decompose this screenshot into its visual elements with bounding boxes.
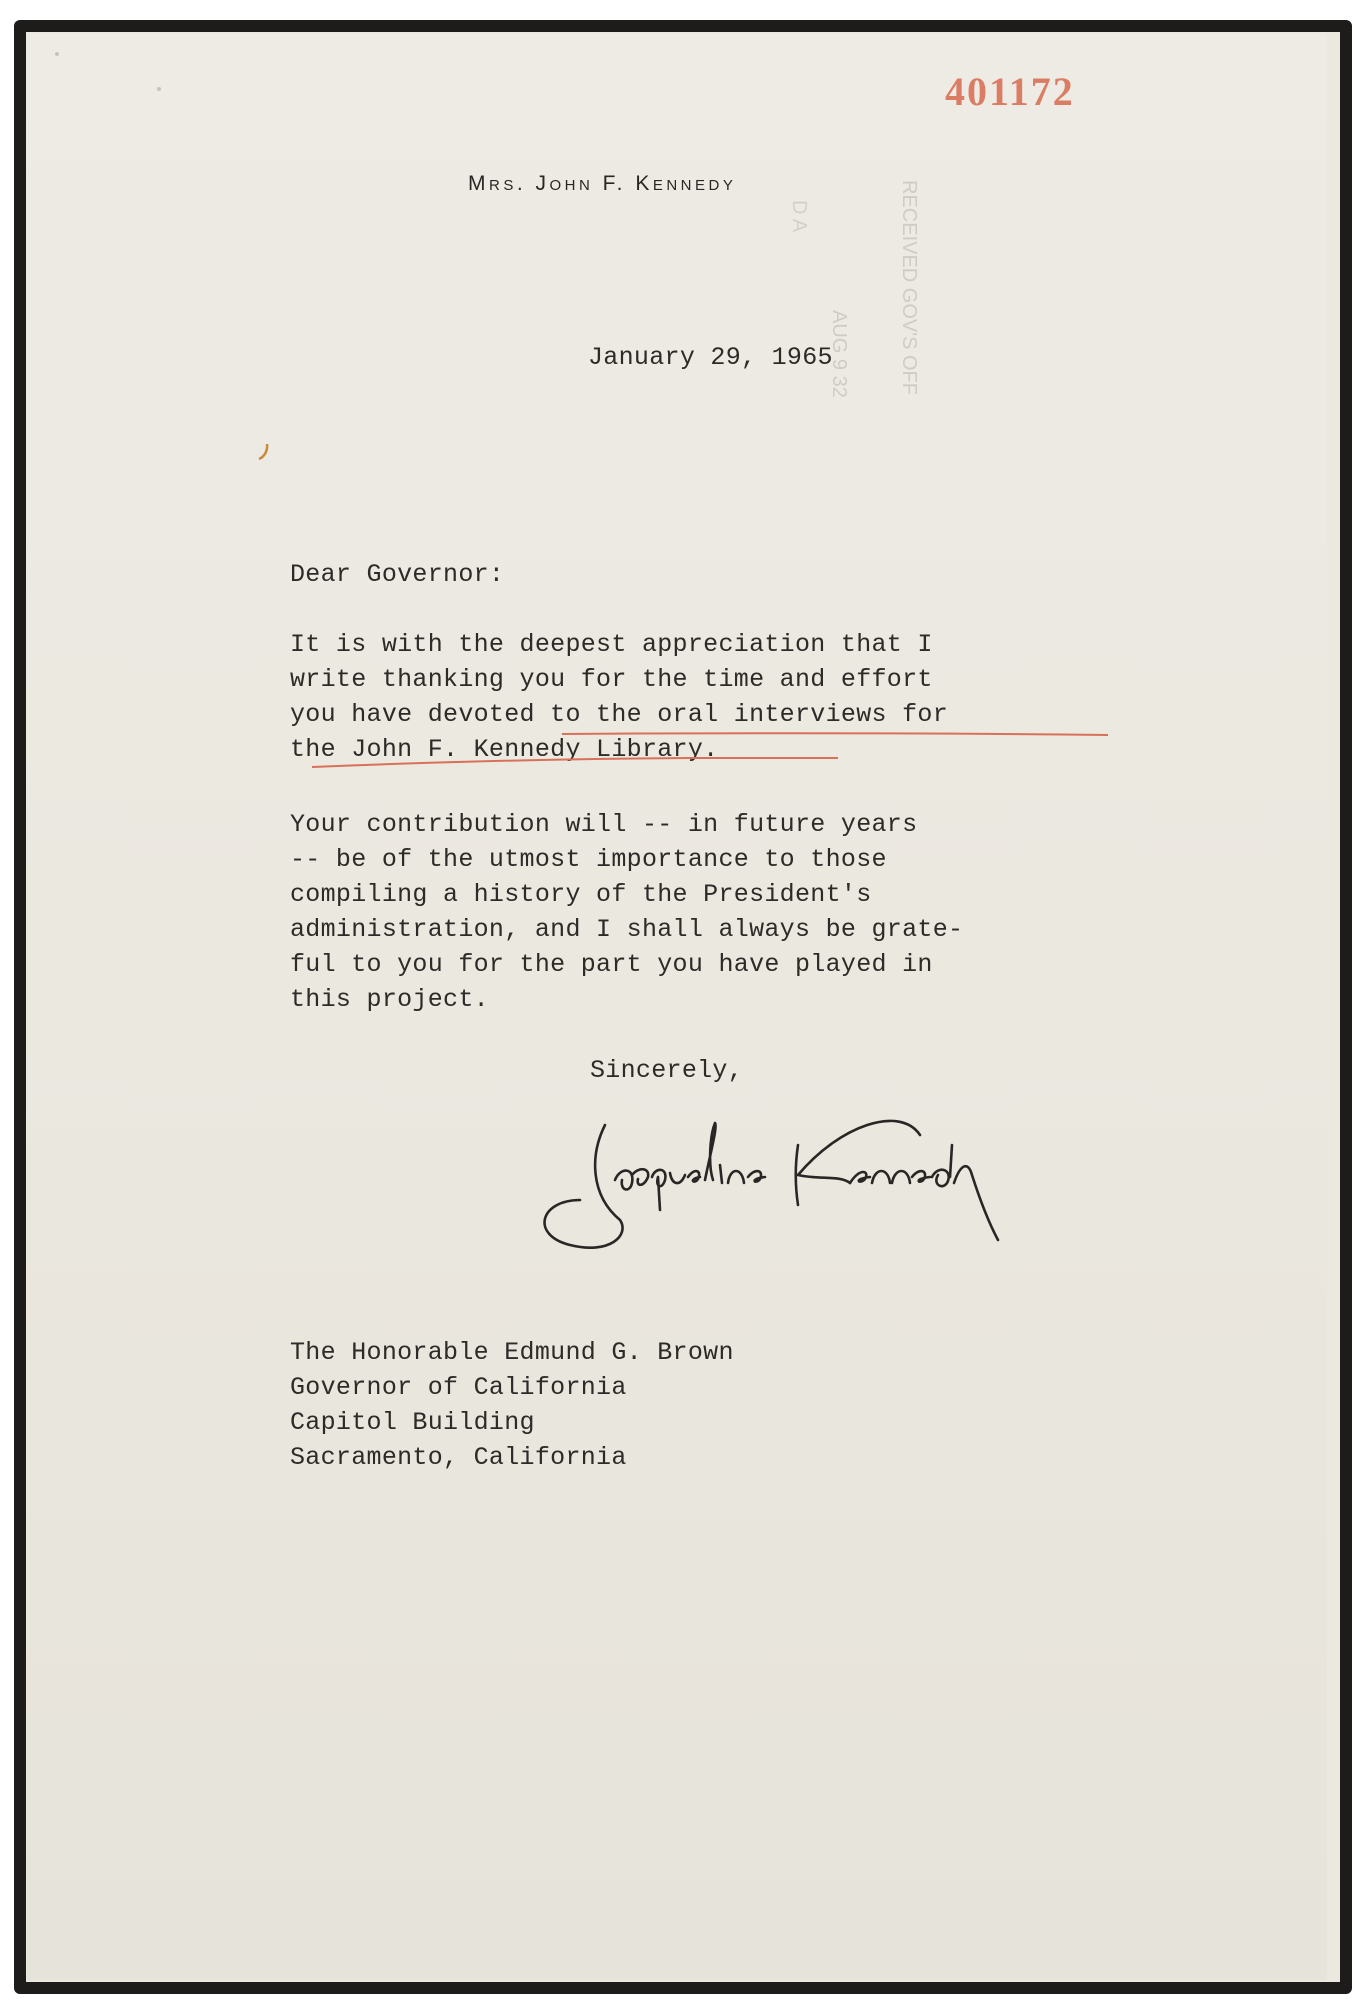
address-line: Sacramento, California <box>290 1443 627 1472</box>
address-line: Governor of California <box>290 1373 627 1402</box>
archive-number-stamp: 401172 <box>945 69 1075 114</box>
letter-date: January 29, 1965 <box>588 343 833 372</box>
paper-speck <box>55 52 59 56</box>
paragraph-line: It is with the deepest appreciation that I <box>290 630 933 659</box>
paragraph-line: the John F. Kennedy Library. <box>290 735 719 764</box>
salutation: Dear Governor: <box>290 560 505 589</box>
paragraph-line: Your contribution will -- in future years <box>290 810 918 839</box>
paragraph-line: -- be of the utmost importance to those <box>290 845 887 874</box>
address-line: The Honorable Edmund G. Brown <box>290 1338 734 1367</box>
closing: Sincerely, <box>590 1056 744 1085</box>
paragraph-1 <box>290 627 948 767</box>
recipient-address <box>290 1335 734 1475</box>
red-underline <box>310 755 840 769</box>
paper-speck <box>157 87 161 91</box>
paragraph-line: this project. <box>290 985 489 1014</box>
signature-icon <box>520 1105 1080 1255</box>
received-stamp: D A RECEIVED GOV'S OFF AUG 9 32 <box>788 180 920 398</box>
paragraph-line: compiling a history of the President's <box>290 880 872 909</box>
red-underline <box>560 731 1110 737</box>
ink-speck <box>258 443 270 463</box>
paragraph-line: administration, and I shall always be grate- <box>290 915 964 944</box>
paragraph-2 <box>290 807 963 1017</box>
address-line: Capitol Building <box>290 1408 535 1437</box>
paragraph-line: ful to you for the part you have played in <box>290 950 933 979</box>
letterhead: Mrs. John F. Kennedy <box>468 172 737 195</box>
paragraph-line: you have devoted to the oral interviews for <box>290 700 949 729</box>
paragraph-line: write thanking you for the time and effort <box>290 665 933 694</box>
